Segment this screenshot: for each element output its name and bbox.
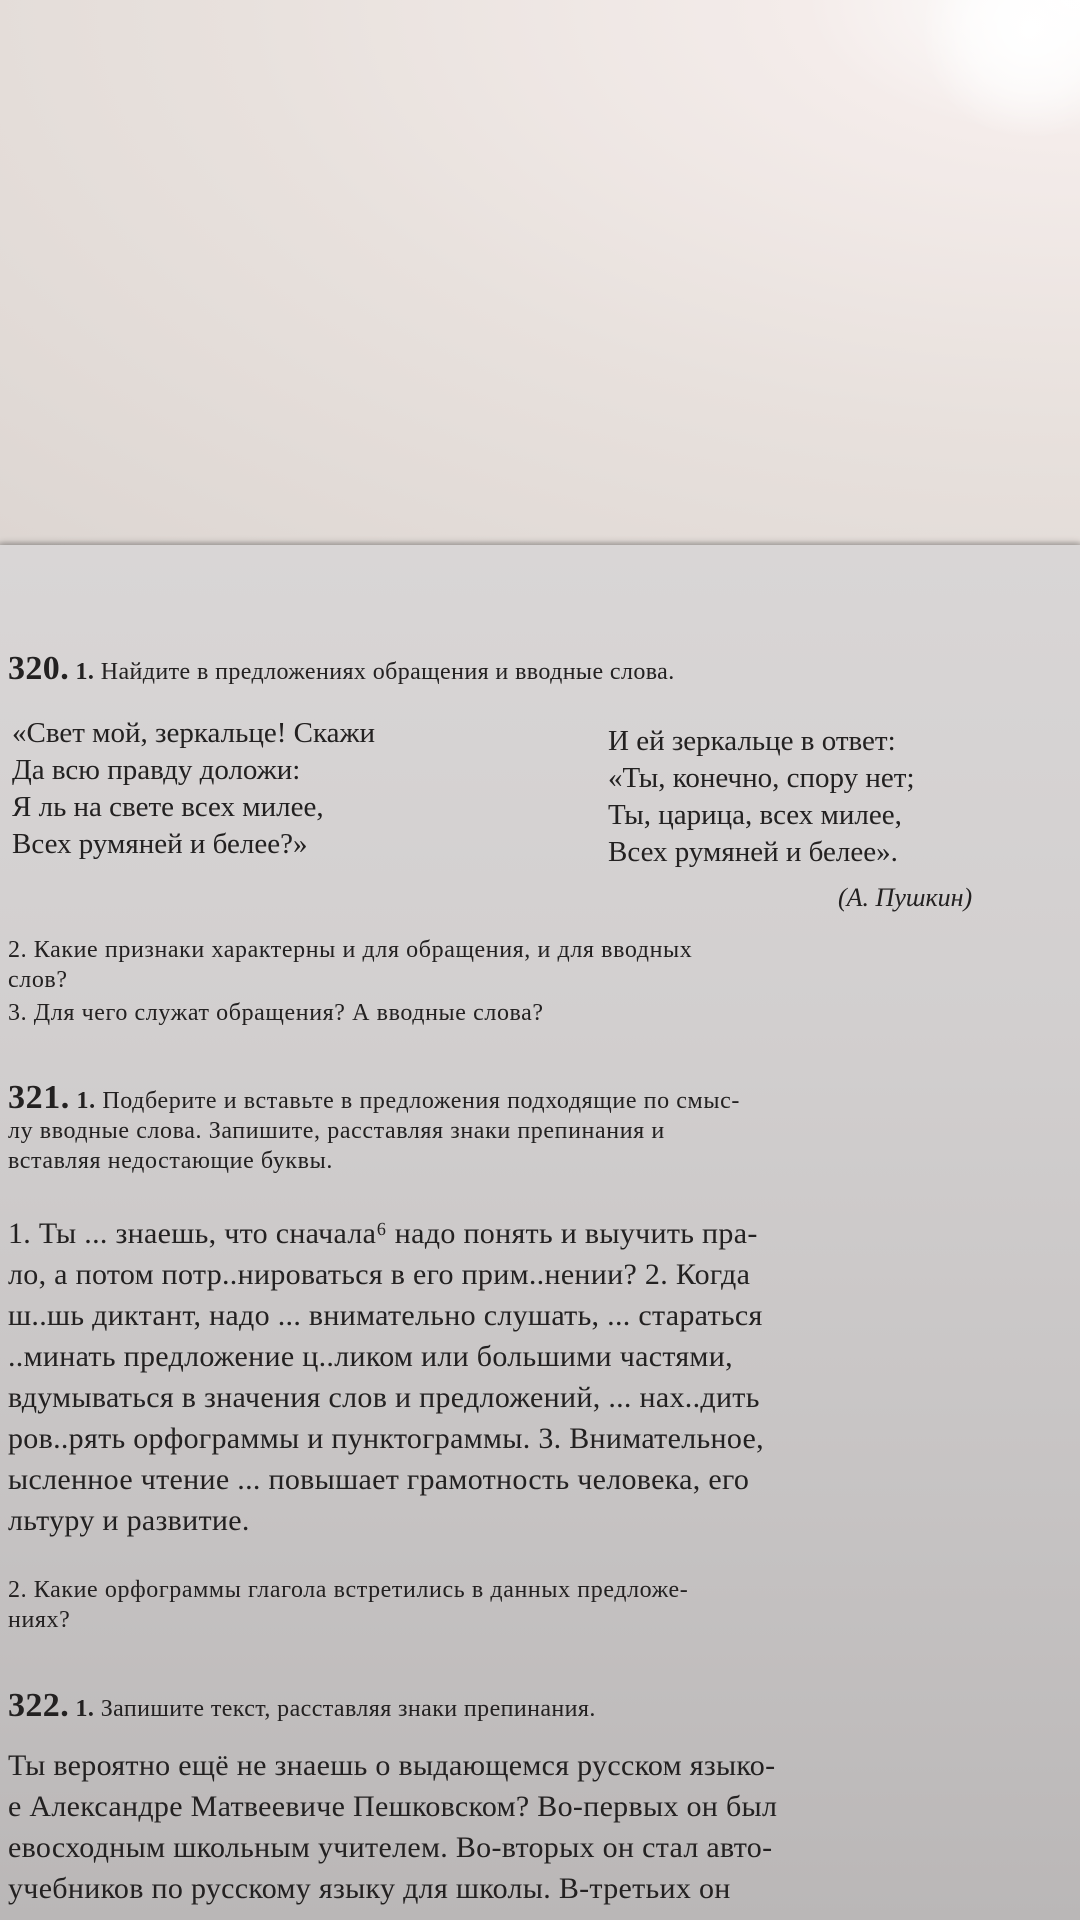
exercise-320-question-3: 3. Для чего служат обращения? А вводные слова? bbox=[8, 1000, 544, 1026]
text-line: евосходным школьным учителем. Во-вторых он стал авто- bbox=[8, 1831, 773, 1864]
poem-line: Ты, царица, всех милее, bbox=[608, 799, 902, 831]
sub-number: 1. bbox=[75, 659, 95, 685]
exercise-task: лу вводные слова. Запишите, расставляя знаки препинания и bbox=[8, 1118, 665, 1144]
question-line: ниях? bbox=[8, 1607, 71, 1633]
text-line: вдумываться в значения слов и предложений, ... нах..дить bbox=[8, 1381, 760, 1414]
exercise-320-question-2 bbox=[8, 935, 1066, 995]
poem-line: Я ль на свете всех милее, bbox=[12, 791, 324, 823]
exercise-321-header bbox=[8, 1079, 1066, 1176]
exercise-321-question-2 bbox=[8, 1575, 1066, 1635]
text-line: ло, а потом потр..нироваться в его прим..нении? 2. Когда bbox=[8, 1258, 751, 1291]
exercise-322-text bbox=[8, 1745, 1066, 1909]
sub-number: 1. bbox=[76, 1088, 96, 1114]
poem-line: «Ты, конечно, спору нет; bbox=[608, 762, 915, 794]
poem-line: Всех румяней и белее». bbox=[608, 836, 898, 868]
exercise-322-header bbox=[8, 1687, 1066, 1725]
textbook-page bbox=[0, 545, 1080, 1920]
exercise-task: Найдите в предложениях обращения и вводные слова. bbox=[100, 659, 675, 685]
text-line: учебников по русскому языку для школы. В-третьих он bbox=[8, 1872, 731, 1905]
text-line: Ты вероятно ещё не знаешь о выдающемся русском языко- bbox=[8, 1749, 776, 1782]
poem-line: Всех румяней и белее?» bbox=[12, 828, 308, 860]
poem-right-column bbox=[608, 723, 915, 871]
exercise-task: Запишите текст, расставляя знаки препинания. bbox=[100, 1696, 596, 1722]
question-line: 2. Какие орфограммы глагола встретились в данных предложе- bbox=[8, 1577, 689, 1603]
text-line: е Александре Матвеевиче Пешковском? Во-первых он был bbox=[8, 1790, 778, 1823]
text-line: ысленное чтение ... повышает грамотность человека, его bbox=[8, 1463, 750, 1496]
text-line: 1. Ты ... знаешь, что сначала⁶ надо понять и выучить пра- bbox=[8, 1217, 758, 1250]
question-line: слов? bbox=[8, 967, 68, 993]
poem-left-column bbox=[12, 715, 375, 863]
exercise-number: 320. bbox=[8, 650, 70, 687]
exercise-number: 322. bbox=[8, 1687, 70, 1724]
question-line: 2. Какие признаки характерны и для обращения, и для вводных bbox=[8, 937, 693, 963]
text-line: ров..рять орфограммы и пунктограммы. 3. Внимательное, bbox=[8, 1422, 764, 1455]
text-line: ..минать предложение ц..ликом или большими частями, bbox=[8, 1340, 733, 1373]
poem-attribution: (А. Пушкин) bbox=[838, 883, 973, 912]
background-sheet bbox=[0, 0, 1080, 545]
sub-number: 1. bbox=[75, 1696, 95, 1722]
exercise-task: Подберите и вставьте в предложения подходящие по смыс- bbox=[102, 1088, 740, 1114]
poem-line: И ей зеркальце в ответ: bbox=[608, 725, 896, 757]
poem-line: Да всю правду доложи: bbox=[12, 754, 301, 786]
exercise-number: 321. bbox=[8, 1079, 70, 1116]
text-line: ш..шь диктант, надо ... внимательно слушать, ... стараться bbox=[8, 1299, 763, 1332]
exercise-320-header bbox=[8, 650, 1066, 688]
exercise-task: вставляя недостающие буквы. bbox=[8, 1148, 333, 1174]
exercise-321-text bbox=[8, 1213, 1066, 1541]
poem-line: «Свет мой, зеркальце! Скажи bbox=[12, 717, 376, 749]
text-line: льтуру и развитие. bbox=[8, 1504, 250, 1537]
